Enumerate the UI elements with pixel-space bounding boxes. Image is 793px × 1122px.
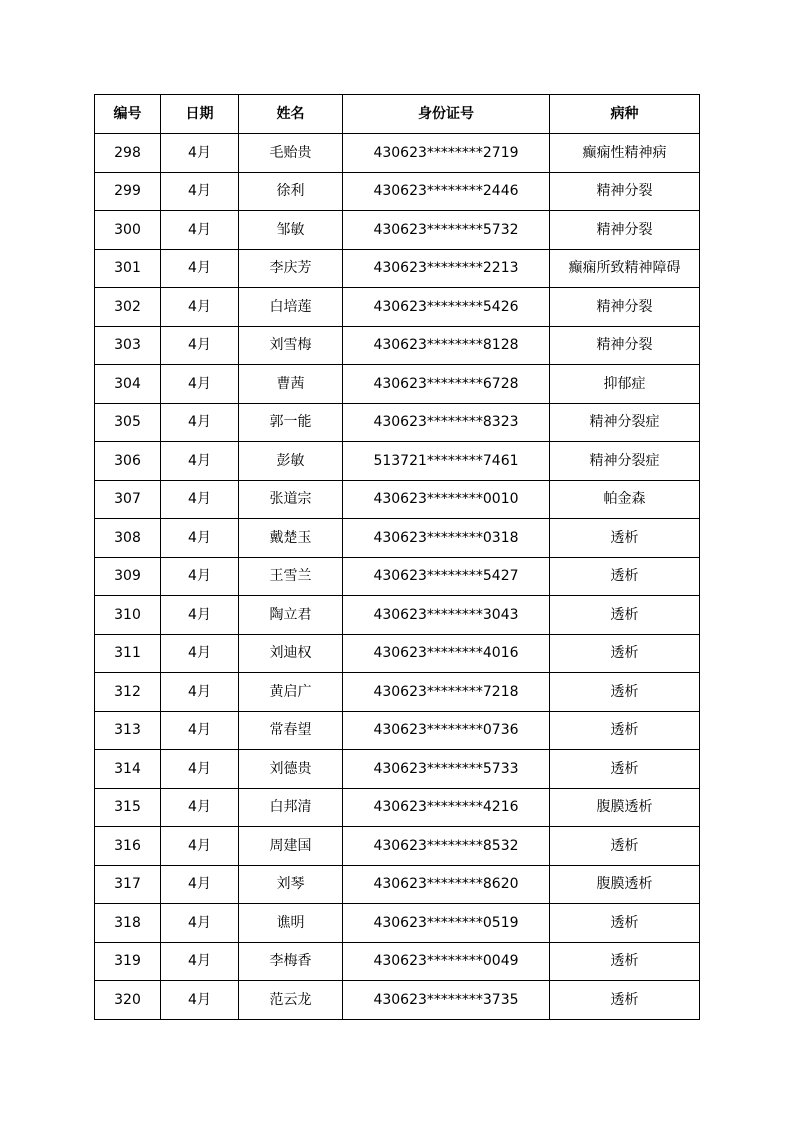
cell-number: 311 [95,634,161,673]
cell-id-number: 430623********4216 [343,788,550,827]
table-body [95,134,700,1020]
cell-id-number: 430623********5427 [343,557,550,596]
cell-name: 刘琴 [239,865,343,904]
cell-date: 4月 [161,442,239,481]
header-date: 日期 [161,95,239,134]
cell-id-number: 430623********2446 [343,172,550,211]
cell-disease: 精神分裂 [550,211,700,250]
cell-id-number: 430623********3043 [343,596,550,635]
cell-date: 4月 [161,134,239,173]
cell-name: 黄启广 [239,673,343,712]
cell-disease: 精神分裂 [550,172,700,211]
table-row [95,442,700,481]
cell-date: 4月 [161,365,239,404]
cell-date: 4月 [161,827,239,866]
cell-name: 刘德贵 [239,750,343,789]
cell-name: 常春望 [239,711,343,750]
cell-name: 周建国 [239,827,343,866]
table-row [95,365,700,404]
cell-id-number: 430623********0010 [343,480,550,519]
header-name: 姓名 [239,95,343,134]
cell-number: 307 [95,480,161,519]
cell-date: 4月 [161,403,239,442]
cell-number: 302 [95,288,161,327]
cell-number: 306 [95,442,161,481]
table-row [95,172,700,211]
cell-name: 戴楚玉 [239,519,343,558]
header-id-number: 身份证号 [343,95,550,134]
cell-name: 毛贻贵 [239,134,343,173]
cell-name: 徐利 [239,172,343,211]
cell-id-number: 430623********8620 [343,865,550,904]
table-header-row [95,95,700,134]
cell-id-number: 430623********5426 [343,288,550,327]
cell-name: 张道宗 [239,480,343,519]
cell-name: 刘迪权 [239,634,343,673]
cell-date: 4月 [161,634,239,673]
cell-id-number: 430623********8532 [343,827,550,866]
cell-id-number: 430623********8128 [343,326,550,365]
cell-disease: 精神分裂 [550,288,700,327]
cell-id-number: 430623********6728 [343,365,550,404]
cell-number: 304 [95,365,161,404]
table-row [95,326,700,365]
cell-date: 4月 [161,326,239,365]
cell-name: 陶立君 [239,596,343,635]
table-row [95,557,700,596]
cell-name: 谯明 [239,904,343,943]
header-disease: 病种 [550,95,700,134]
cell-date: 4月 [161,596,239,635]
cell-number: 318 [95,904,161,943]
table-row [95,211,700,250]
cell-date: 4月 [161,557,239,596]
cell-id-number: 430623********5733 [343,750,550,789]
cell-id-number: 430623********3735 [343,981,550,1020]
cell-date: 4月 [161,172,239,211]
cell-date: 4月 [161,865,239,904]
cell-id-number: 430623********2213 [343,249,550,288]
cell-number: 312 [95,673,161,712]
cell-number: 309 [95,557,161,596]
cell-number: 299 [95,172,161,211]
cell-disease: 透析 [550,981,700,1020]
cell-disease: 透析 [550,673,700,712]
cell-number: 303 [95,326,161,365]
cell-id-number: 430623********8323 [343,403,550,442]
table-row [95,634,700,673]
table-row [95,249,700,288]
cell-number: 310 [95,596,161,635]
table-row [95,981,700,1020]
cell-name: 彭敏 [239,442,343,481]
cell-date: 4月 [161,288,239,327]
cell-name: 郭一能 [239,403,343,442]
cell-disease: 腹膜透析 [550,788,700,827]
table-row [95,673,700,712]
patient-table [94,94,700,1020]
cell-date: 4月 [161,249,239,288]
table-row [95,480,700,519]
cell-id-number: 430623********0049 [343,942,550,981]
cell-id-number: 430623********4016 [343,634,550,673]
cell-name: 李庆芳 [239,249,343,288]
cell-number: 317 [95,865,161,904]
table-row [95,134,700,173]
cell-disease: 透析 [550,634,700,673]
cell-number: 315 [95,788,161,827]
cell-number: 319 [95,942,161,981]
cell-id-number: 430623********2719 [343,134,550,173]
cell-id-number: 430623********7218 [343,673,550,712]
cell-date: 4月 [161,711,239,750]
cell-disease: 精神分裂症 [550,403,700,442]
table-row [95,519,700,558]
cell-number: 314 [95,750,161,789]
cell-name: 范云龙 [239,981,343,1020]
cell-id-number: 430623********5732 [343,211,550,250]
cell-date: 4月 [161,788,239,827]
cell-date: 4月 [161,519,239,558]
table-row [95,827,700,866]
table-row [95,288,700,327]
cell-name: 白邦清 [239,788,343,827]
cell-disease: 透析 [550,519,700,558]
cell-date: 4月 [161,211,239,250]
cell-name: 李梅香 [239,942,343,981]
cell-date: 4月 [161,480,239,519]
cell-number: 320 [95,981,161,1020]
cell-disease: 抑郁症 [550,365,700,404]
document-sheet [94,94,699,1020]
cell-id-number: 513721********7461 [343,442,550,481]
cell-id-number: 430623********0736 [343,711,550,750]
table-row [95,750,700,789]
cell-disease: 癫痫性精神病 [550,134,700,173]
cell-disease: 透析 [550,942,700,981]
cell-number: 301 [95,249,161,288]
cell-disease: 透析 [550,904,700,943]
cell-number: 308 [95,519,161,558]
table-row [95,904,700,943]
cell-number: 300 [95,211,161,250]
cell-disease: 透析 [550,827,700,866]
cell-disease: 精神分裂症 [550,442,700,481]
cell-date: 4月 [161,904,239,943]
table-row [95,865,700,904]
cell-number: 305 [95,403,161,442]
cell-id-number: 430623********0519 [343,904,550,943]
table-row [95,596,700,635]
cell-id-number: 430623********0318 [343,519,550,558]
cell-disease: 帕金森 [550,480,700,519]
cell-disease: 精神分裂 [550,326,700,365]
cell-disease: 透析 [550,596,700,635]
cell-name: 刘雪梅 [239,326,343,365]
cell-name: 邹敏 [239,211,343,250]
table-row [95,788,700,827]
cell-name: 曹茜 [239,365,343,404]
cell-disease: 透析 [550,557,700,596]
cell-date: 4月 [161,673,239,712]
table-row [95,403,700,442]
cell-name: 白培莲 [239,288,343,327]
cell-date: 4月 [161,750,239,789]
cell-disease: 癫痫所致精神障碍 [550,249,700,288]
cell-number: 298 [95,134,161,173]
cell-disease: 腹膜透析 [550,865,700,904]
cell-name: 王雪兰 [239,557,343,596]
cell-date: 4月 [161,942,239,981]
cell-disease: 透析 [550,750,700,789]
cell-number: 313 [95,711,161,750]
cell-number: 316 [95,827,161,866]
table-row [95,711,700,750]
table-row [95,942,700,981]
header-number: 编号 [95,95,161,134]
cell-disease: 透析 [550,711,700,750]
cell-date: 4月 [161,981,239,1020]
